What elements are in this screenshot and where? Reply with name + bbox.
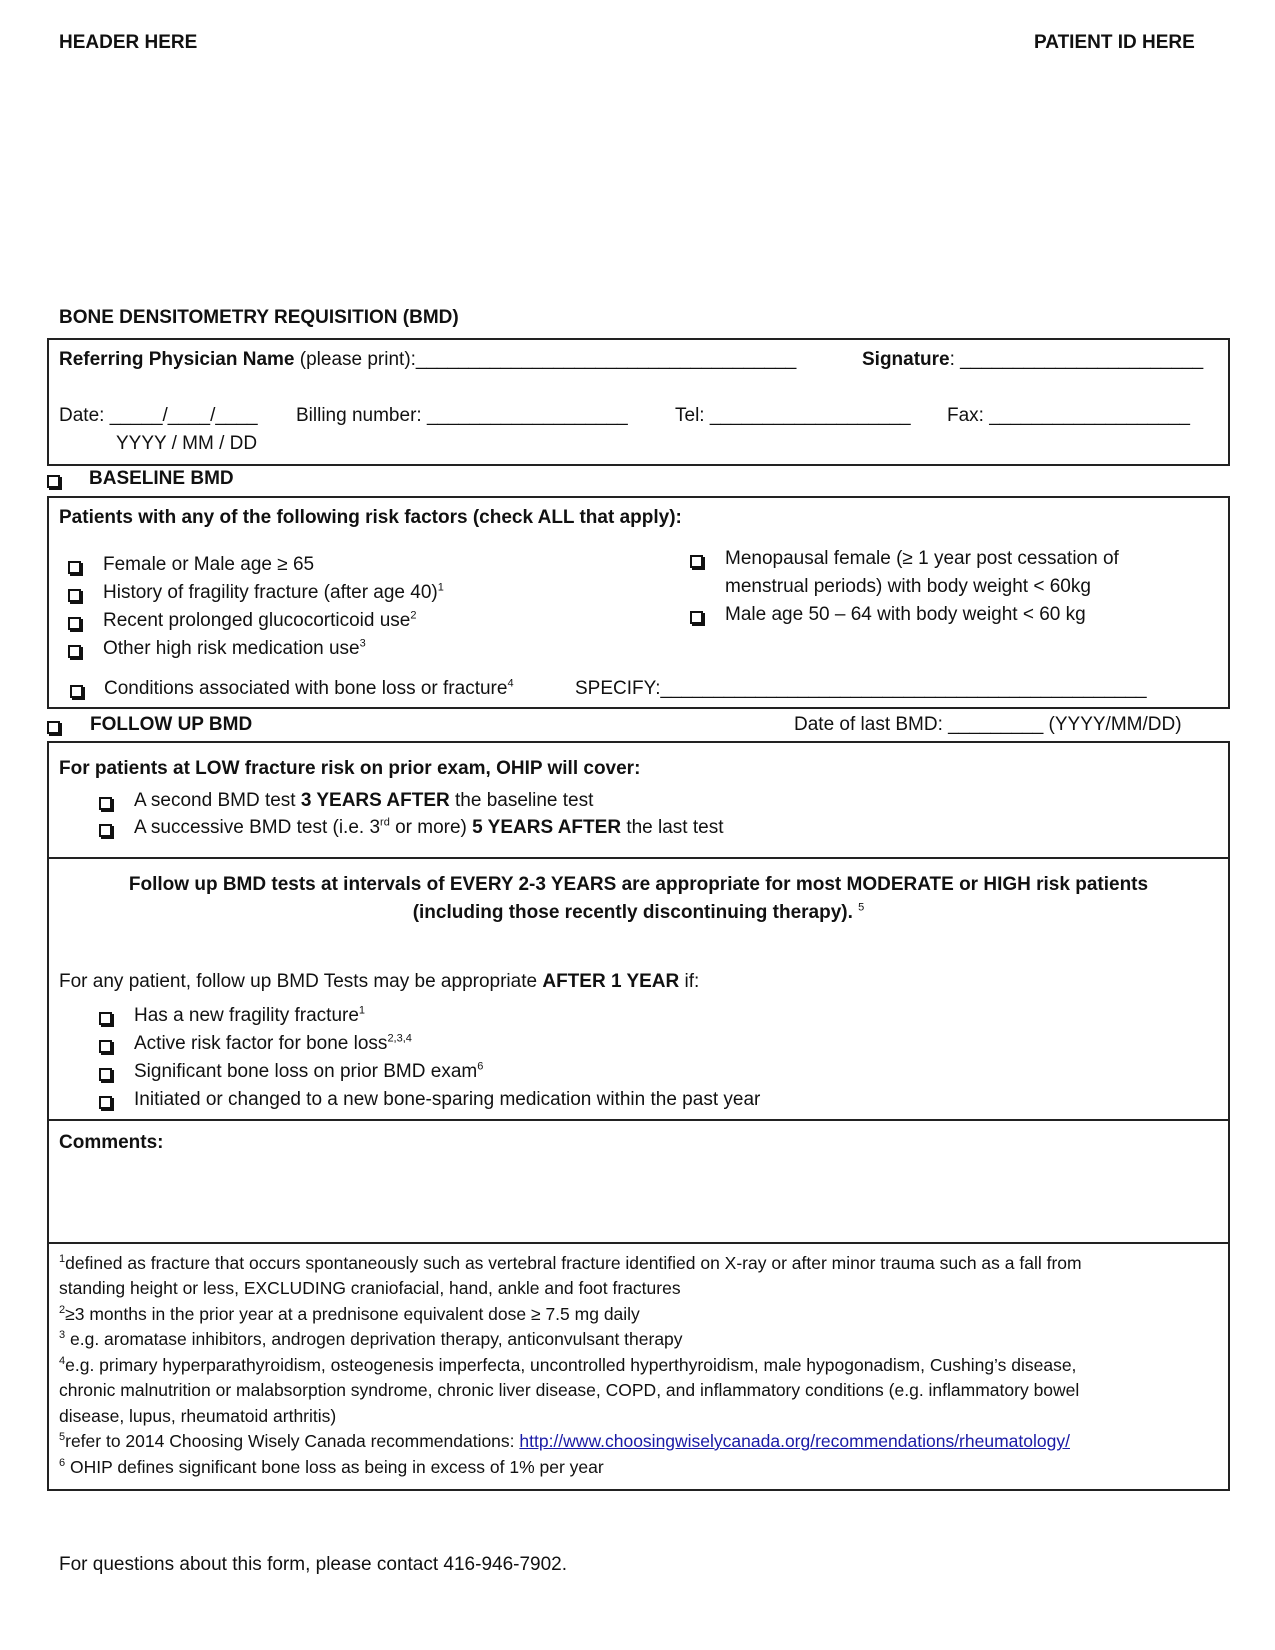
risk-age-65-checkbox[interactable] — [68, 561, 81, 574]
active-risk-checkbox[interactable] — [99, 1040, 112, 1053]
risk-fragility-fracture-checkbox[interactable] — [68, 589, 81, 602]
risk-conditions-checkbox[interactable] — [70, 685, 83, 698]
low-risk-intro: For patients at LOW fracture risk on prior exam, OHIP will cover: — [59, 758, 641, 779]
comments-area[interactable] — [49, 1121, 1228, 1242]
footnote-5: $^5$refer to 2014 Choosing Wisely Canada recommendations: http://www.choosingwiselycanada.org/recommendations/rheumatology/ — [59, 1431, 1070, 1451]
footnote-4-line-3: disease, lupus, rheumatoid arthritis) — [59, 1406, 337, 1426]
signature-blank: : _______________________ — [949, 349, 1204, 370]
significant-loss-label: Significant bone loss on prior BMD exam$^6$ — [134, 1060, 484, 1082]
risk-menopausal-label-2: menstrual periods) with body weight < 60kg — [725, 576, 1091, 597]
billing-number-field[interactable]: Billing number: ___________________ — [296, 405, 628, 426]
fax-field[interactable]: Fax: ___________________ — [947, 405, 1191, 426]
footnote-6: $^6$ OHIP defines significant bone loss as being in excess of 1% per year — [59, 1457, 604, 1477]
specify-field[interactable]: SPECIFY:______________________________________________ — [575, 678, 1147, 699]
risk-factors-intro: Patients with any of the following risk factors (check ALL that apply): — [59, 507, 682, 528]
physician-name-field[interactable] — [59, 348, 796, 372]
risk-menopausal-checkbox[interactable] — [690, 555, 703, 568]
tel-field[interactable]: Tel: ___________________ — [675, 405, 911, 426]
baseline-bmd-heading: BASELINE BMD — [89, 468, 234, 489]
contact-line: For questions about this form, please contact 416-946-7902. — [59, 1554, 568, 1575]
successive-bmd-label: A successive BMD test (i.e. 3rd or more) 5 YEARS AFTER the last test — [134, 816, 724, 838]
footnote-1-line-2: standing height or less, EXCLUDING craniofacial, hand, ankle and foot fractures — [59, 1278, 681, 1298]
divider-low-moderate — [47, 857, 1230, 859]
new-fracture-label: Has a new fragility fracture$^1$ — [134, 1004, 366, 1026]
significant-loss-checkbox[interactable] — [99, 1068, 112, 1081]
date-field[interactable]: Date: _____/____/____ — [59, 405, 258, 426]
signature-field[interactable] — [862, 348, 1203, 372]
risk-conditions-label: Conditions associated with bone loss or fracture$^4$ — [104, 677, 514, 699]
comments-label: Comments: — [59, 1132, 164, 1153]
physician-name-label: Referring Physician Name — [59, 349, 295, 370]
form-title: BONE DENSITOMETRY REQUISITION (BMD) — [59, 307, 459, 328]
second-bmd-label: A second BMD test 3 YEARS AFTER the baseline test — [134, 790, 594, 811]
new-medication-checkbox[interactable] — [99, 1096, 112, 1109]
moderate-risk-line-1: Follow up BMD tests at intervals of EVERY 2-3 YEARS are appropriate for most MODERATE or HIGH risk patients — [128, 874, 1149, 895]
risk-fragility-fracture-label: History of fragility fracture (after age 40)$^1$ — [103, 581, 444, 603]
risk-age-65-label: Female or Male age ≥ 65 — [103, 554, 315, 575]
patient-id-header: PATIENT ID HERE — [1034, 32, 1195, 53]
second-bmd-checkbox[interactable] — [99, 797, 112, 810]
risk-medication-label: Other high risk medication use$^3$ — [103, 637, 366, 659]
divider-footnotes — [47, 1242, 1230, 1244]
any-patient-intro: For any patient, follow up BMD Tests may be appropriate AFTER 1 YEAR if: — [59, 971, 700, 992]
footnote-3: $^3$ e.g. aromatase inhibitors, androgen deprivation therapy, anticonvulsant therapy — [59, 1329, 683, 1349]
footnote-4-line-1: $^4$e.g. primary hyperparathyroidism, osteogenesis imperfecta, uncontrolled hyperthyroidism, male hypogonadism, Cushing’s disease, — [59, 1355, 1077, 1375]
risk-glucocorticoid-label: Recent prolonged glucocorticoid use$^2$ — [103, 609, 417, 631]
date-of-last-bmd-field[interactable]: Date of last BMD: _________ (YYYY/MM/DD) — [794, 714, 1182, 735]
new-fracture-checkbox[interactable] — [99, 1012, 112, 1025]
risk-glucocorticoid-checkbox[interactable] — [68, 617, 81, 630]
footnote-4-line-2: chronic malnutrition or malabsorption syndrome, chronic liver disease, COPD, and inflammatory conditions (e.g. inflammatory bowel — [59, 1380, 1080, 1400]
risk-male-50-64-checkbox[interactable] — [690, 611, 703, 624]
active-risk-label: Active risk factor for bone loss$^{2,3,4}$ — [134, 1032, 412, 1054]
physician-name-blank: (please print):____________________________________ — [294, 349, 797, 370]
follow-up-bmd-checkbox[interactable] — [47, 721, 60, 734]
choosing-wisely-link[interactable]: http://www.choosingwiselycanada.org/recommendations/rheumatology/ — [519, 1431, 1070, 1451]
date-format-hint: YYYY / MM / DD — [116, 433, 258, 454]
footnote-1-line-1: $^1$defined as fracture that occurs spontaneously such as vertebral fracture identified on X-ray or after minor trauma such as a fall from — [59, 1253, 1082, 1273]
baseline-bmd-checkbox[interactable] — [47, 475, 60, 488]
risk-male-50-64-label: Male age 50 – 64 with body weight < 60 kg — [725, 604, 1086, 625]
signature-label: Signature — [862, 349, 950, 370]
follow-up-bmd-heading: FOLLOW UP BMD — [90, 714, 253, 735]
successive-bmd-checkbox[interactable] — [99, 824, 112, 837]
new-medication-label: Initiated or changed to a new bone-sparing medication within the past year — [134, 1089, 761, 1110]
footnote-2: $^2$≥3 months in the prior year at a prednisone equivalent dose ≥ 7.5 mg daily — [59, 1304, 640, 1324]
risk-menopausal-label-1: Menopausal female (≥ 1 year post cessation of — [725, 548, 1119, 569]
moderate-risk-line-2: (including those recently discontinuing therapy). $^5$ — [412, 901, 865, 923]
header-left: HEADER HERE — [59, 32, 198, 53]
risk-medication-checkbox[interactable] — [68, 645, 81, 658]
